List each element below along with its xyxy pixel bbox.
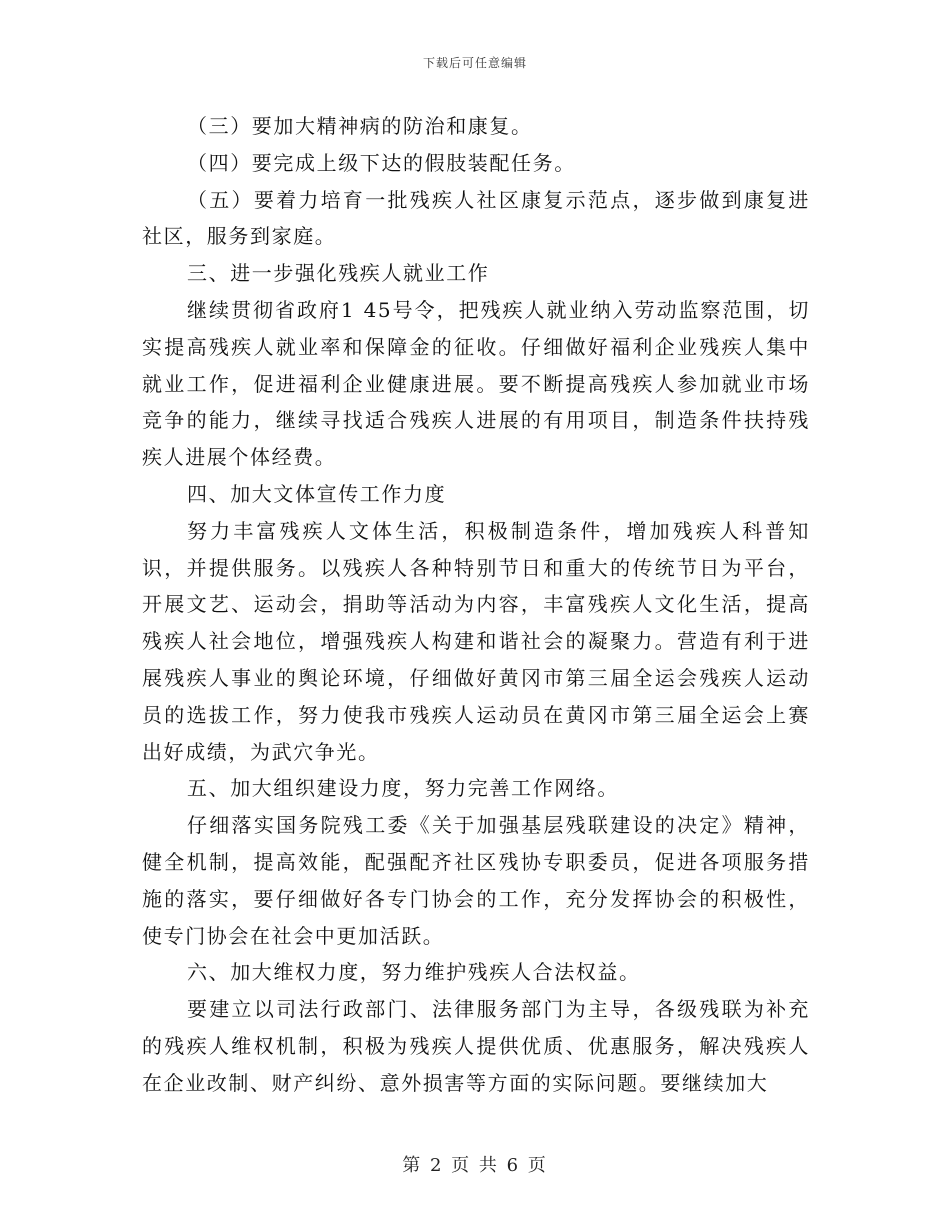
page-number-footer: 第 2 页 共 6 页 xyxy=(402,1155,548,1176)
page-header: 下载后可任意编辑 xyxy=(422,56,527,70)
paragraph-item-3: （三）要加大精神病的防治和康复。 xyxy=(187,114,533,138)
paragraph-rights: 要建立以司法行政部门、法律服务部门为主导，各级残联为补充的残疾人维权机制，积极为残疾人提供优质、优惠服务，解决残疾人在企业改制、财产纠纷、意外损害等方面的实际问题。要继续加大 xyxy=(142,997,810,1095)
paragraph-organization: 仔细落实国务院残工委《关于加强基层残联建设的决定》精神，健全机制，提高效能，配强配齐社区残协专职委员，促进各项服务措施的落实，要仔细做好各专门协会的工作，充分发挥协会的积极性，使专门协会在社会中更加活跃。 xyxy=(142,813,810,948)
paragraph-culture: 努力丰富残疾人文体生活，积极制造条件，增加残疾人科普知识，并提供服务。以残疾人各种特别节日和重大的传统节日为平台，开展文艺、运动会，捐助等活动为内容，丰富残疾人文化生活，提高残疾人社会地位，增强残疾人构建和谐社会的凝聚力。营造有利于进展残疾人事业的舆论环境，仔细做好黄冈市第三届全运会残疾人运动员的选拔工作，努力使我市残疾人运动员在黄冈市第三届全运会上赛出好成绩，为武穴争光。 xyxy=(142,518,810,764)
section-heading-5: 五、加大组织建设力度，努力完善工作网络。 xyxy=(187,776,619,801)
section-heading-3: 三、进一步强化残疾人就业工作 xyxy=(187,261,490,286)
paragraph-item-4: （四）要完成上级下达的假肢装配任务。 xyxy=(187,150,576,175)
section-heading-6: 六、加大维权力度，努力维护残疾人合法权益。 xyxy=(187,960,641,985)
section-heading-4: 四、加大文体宣传工作力度 xyxy=(187,481,447,506)
paragraph-item-5: （五）要着力培育一批残疾人社区康复示范点，逐步做到康复进社区，服务到家庭。 xyxy=(142,187,810,249)
paragraph-employment: 继续贯彻省政府1 45号令，把残疾人就业纳入劳动监察范围，切实提高残疾人就业率和保障金的征收。仔细做好福利企业残疾人集中就业工作，促进福利企业健康进展。要不断提高残疾人参加就业市场竞争的能力，继续寻找适合残疾人进展的有用项目，制造条件扶持残疾人进展个体经费。 xyxy=(142,297,810,470)
document-body xyxy=(142,108,810,1102)
